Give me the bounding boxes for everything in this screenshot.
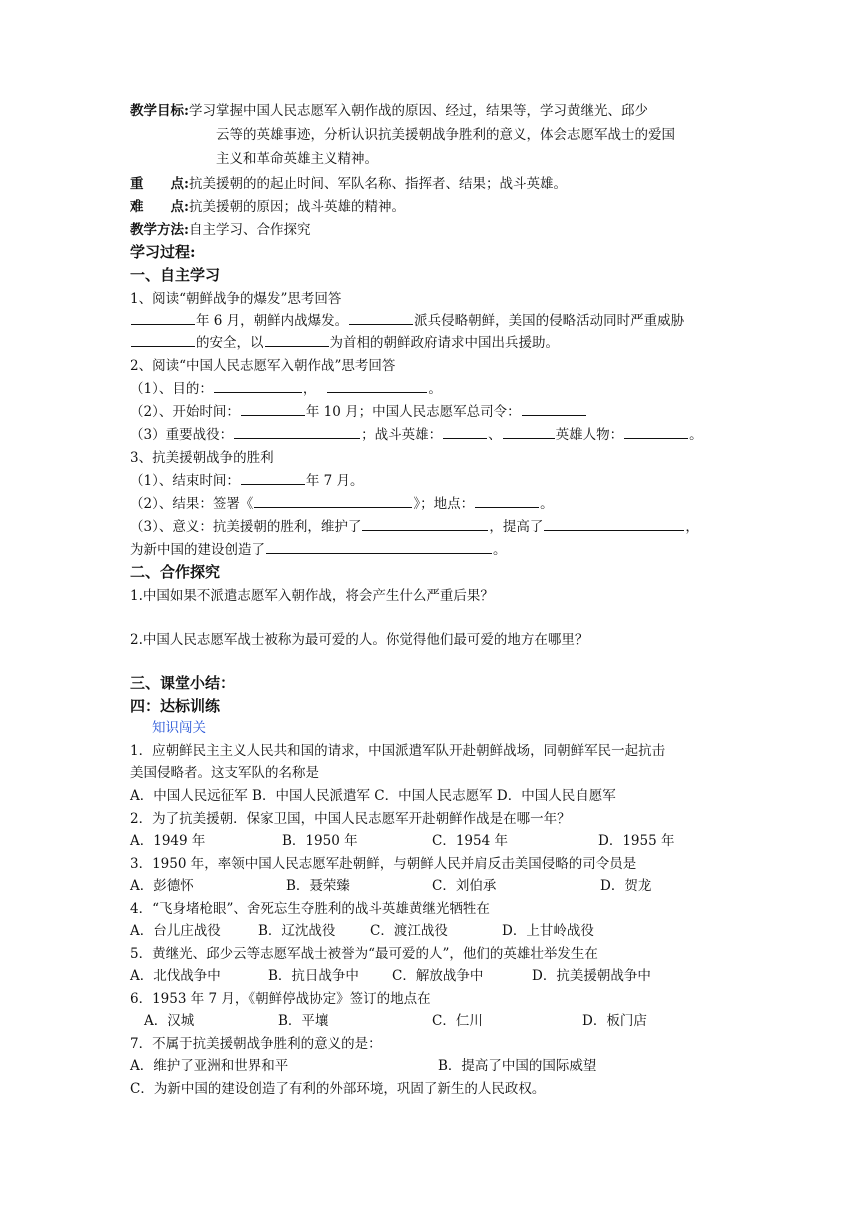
option-a[interactable]: A．维护了亚洲和世界和平 <box>130 1058 289 1074</box>
option-d[interactable]: D．上甘岭战役 <box>502 923 594 939</box>
answer-blank[interactable] <box>241 401 305 416</box>
section-1-title: 一、自主学习 <box>130 266 221 284</box>
fill-text: 》；地点： <box>413 496 475 512</box>
option-a[interactable]: A．台儿庄战役 <box>130 923 221 939</box>
process-heading: 学习过程: <box>130 243 196 261</box>
fill-text: （3）、意义：抗美援朝的胜利，维护了 <box>130 519 362 535</box>
answer-blank[interactable] <box>254 493 412 508</box>
section-2-title: 二、合作探究 <box>130 563 221 581</box>
section-3-title: 三、课堂小结： <box>130 674 236 692</box>
method-text: 自主学习、合作探究 <box>188 222 311 238</box>
fill-text: （1）、目的： <box>130 381 213 397</box>
fill-text: （2）、结果：签署《 <box>130 496 254 512</box>
fill-text: 为首相的朝鲜政府请求中国出兵援助。 <box>329 335 559 351</box>
fill-text: 。 <box>428 381 442 397</box>
answer-blank[interactable] <box>241 470 305 485</box>
s1-q2: 2、阅读“中国人民志愿军入朝作战”思考回答 <box>130 358 396 374</box>
difficulty-label: 难 点: <box>130 199 189 215</box>
option-d[interactable]: D．贺龙 <box>600 878 652 894</box>
s4-q7: 7．不属于抗美援朝战争胜利的意义的是： <box>130 1036 382 1052</box>
s4-q6-options <box>130 1010 740 1032</box>
s2-q1: 1.中国如果不派遣志愿军入朝作战，将会产生什么严重后果？ <box>130 588 494 604</box>
fill-text: 为新中国的建设创造了 <box>130 542 265 558</box>
method-row <box>130 219 310 241</box>
option-c[interactable]: C．渡江战役 <box>370 923 448 939</box>
s4-q5: 5．黄继光、邱少云等志愿军战士被誉为“最可爱的人”，他们的英雄壮举发生在 <box>130 946 598 962</box>
option-c[interactable]: C．刘伯承 <box>432 878 497 894</box>
option-d[interactable]: D．1955 年 <box>598 833 675 849</box>
fill-text: 英雄人物： <box>555 427 624 443</box>
fill-text: 年 6 月，朝鲜内战爆发。 <box>196 313 349 329</box>
section-4-title: 四：达标训练 <box>130 697 221 715</box>
s1-q3: 3、抗美援朝战争的胜利 <box>130 450 274 466</box>
s1-q2-3 <box>130 424 703 446</box>
answer-blank[interactable] <box>349 310 413 325</box>
option-c[interactable]: C．1954 年 <box>432 833 508 849</box>
option-d[interactable]: D．板门店 <box>582 1013 647 1029</box>
s1-q1-line-a <box>130 310 684 332</box>
option-d[interactable]: D．抗美援朝战争中 <box>532 968 651 984</box>
s4-q3-options <box>130 875 740 897</box>
answer-blank[interactable] <box>544 516 684 531</box>
answer-blank[interactable] <box>131 310 195 325</box>
answer-blank[interactable] <box>265 332 329 347</box>
s4-q1-l1: 1．应朝鲜民主主义人民共和国的请求，中国派遣军队开赴朝鲜战场，同朝鲜军民一起抗击 <box>130 743 666 759</box>
objective-label: 教学目标: <box>130 103 189 119</box>
objective-row <box>130 100 648 122</box>
objective-text-1: 学习掌握中国人民志愿军入朝作战的原因、经过，结果等，学习黄继光、邱少 <box>188 103 648 119</box>
s4-q3: 3．1950 年，率领中国人民志愿军赴朝鲜，与朝鲜人民并肩反击美国侵略的司令员是 <box>130 856 637 872</box>
s4-q7-options-ab <box>130 1055 740 1077</box>
option-c[interactable]: C．为新中国的建设创造了有利的外部环境，巩固了新生的人民政权。 <box>130 1081 546 1097</box>
fill-text: （3）重要战役： <box>130 427 234 443</box>
s4-q2-options <box>130 830 740 852</box>
key-points-row <box>130 173 567 195</box>
fill-text: 年 7 月。 <box>305 473 364 489</box>
objective-text-2: 云等的英雄事迹，分析认识抗美援朝战争胜利的意义，体会志愿军战士的爱国 <box>216 127 675 143</box>
answer-blank[interactable] <box>266 539 492 554</box>
difficulty-row <box>130 196 405 218</box>
answer-blank[interactable] <box>234 424 360 439</box>
s4-q2: 2．为了抗美援朝．保家卫国，中国人民志愿军开赴朝鲜作战是在哪一年？ <box>130 811 571 827</box>
fill-text: 。 <box>540 496 554 512</box>
key-points-text: 抗美援朝的的起止时间、军队名称、指挥者、结果；战斗英雄。 <box>188 176 567 192</box>
s1-q3-2 <box>130 493 554 515</box>
key-points-label: 重 点: <box>130 176 189 192</box>
s1-q3-4 <box>130 539 507 561</box>
s4-q4: 4．“飞身堵枪眼”、舍死忘生夺胜利的战斗英雄黄继光牺牲在 <box>130 901 490 917</box>
fill-text: （1）、结束时间： <box>130 473 240 489</box>
fill-text: 、 <box>488 427 502 443</box>
s4-q6: 6．1953 年 7 月，《朝鲜停战协定》签订的地点在 <box>130 991 431 1007</box>
s1-q2-2 <box>130 401 587 423</box>
s1-q1: 1、阅读“朝鲜战争的爆发”思考回答 <box>130 291 342 307</box>
fill-text: 派兵侵略朝鲜，美国的侵略活动同时严重威胁 <box>414 313 685 329</box>
fill-text: （2）、开始时间： <box>130 404 240 420</box>
section-4-subtitle: 知识闯关 <box>152 720 206 736</box>
fill-text: 的安全，以 <box>196 335 264 351</box>
answer-blank[interactable] <box>624 424 688 439</box>
objective-text-3: 主义和革命英雄主义精神。 <box>216 151 378 167</box>
fill-text: ， <box>685 519 699 535</box>
s4-q1-options: A．中国人民远征军 B．中国人民派遣军 C．中国人民志愿军 D．中国人民自愿军 <box>130 788 616 804</box>
option-b[interactable]: B．辽沈战役 <box>258 923 336 939</box>
fill-text: ， <box>302 381 317 397</box>
option-b[interactable]: B．平壤 <box>278 1013 329 1029</box>
s4-q1-l2: 美国侵略者。这支军队的名称是 <box>130 765 319 781</box>
answer-blank[interactable] <box>443 424 487 439</box>
option-a[interactable]: A．1949 年 <box>130 833 206 849</box>
answer-blank[interactable] <box>503 424 555 439</box>
option-c[interactable]: C．仁川 <box>432 1013 483 1029</box>
difficulty-text: 抗美援朝的原因；战斗英雄的精神。 <box>188 199 405 215</box>
s1-q3-3 <box>130 516 699 538</box>
fill-text: 。 <box>493 542 507 558</box>
option-c[interactable]: C．解放战争中 <box>392 968 484 984</box>
answer-blank[interactable] <box>131 332 195 347</box>
s4-q4-options <box>130 920 740 942</box>
option-b[interactable]: B．提高了中国的国际威望 <box>438 1058 597 1074</box>
option-a[interactable]: A．彭德怀 <box>130 878 194 894</box>
answer-blank[interactable] <box>522 401 586 416</box>
option-b[interactable]: B．聂荣臻 <box>286 878 350 894</box>
answer-blank[interactable] <box>327 378 427 393</box>
method-label: 教学方法: <box>130 222 189 238</box>
option-b[interactable]: B．1950 年 <box>282 833 358 849</box>
answer-blank[interactable] <box>475 493 539 508</box>
fill-text: ，提高了 <box>489 519 544 535</box>
s1-q2-1 <box>130 378 442 400</box>
answer-blank[interactable] <box>362 516 488 531</box>
s1-q3-1 <box>130 470 364 492</box>
option-a[interactable]: A．北伐战争中 <box>130 968 221 984</box>
fill-text: 。 <box>689 427 703 443</box>
s1-q1-line-b <box>130 332 559 354</box>
s2-q2: 2.中国人民志愿军战士被称为最可爱的人。你觉得他们最可爱的地方在哪里？ <box>130 632 589 648</box>
option-a[interactable]: A．汉城 <box>144 1013 195 1029</box>
answer-blank[interactable] <box>214 378 302 393</box>
s4-q5-options <box>130 965 740 987</box>
fill-text: 年 10 月；中国人民志愿军总司令： <box>305 404 521 420</box>
fill-text: ；战斗英雄： <box>361 427 443 443</box>
option-b[interactable]: B．抗日战争中 <box>268 968 359 984</box>
